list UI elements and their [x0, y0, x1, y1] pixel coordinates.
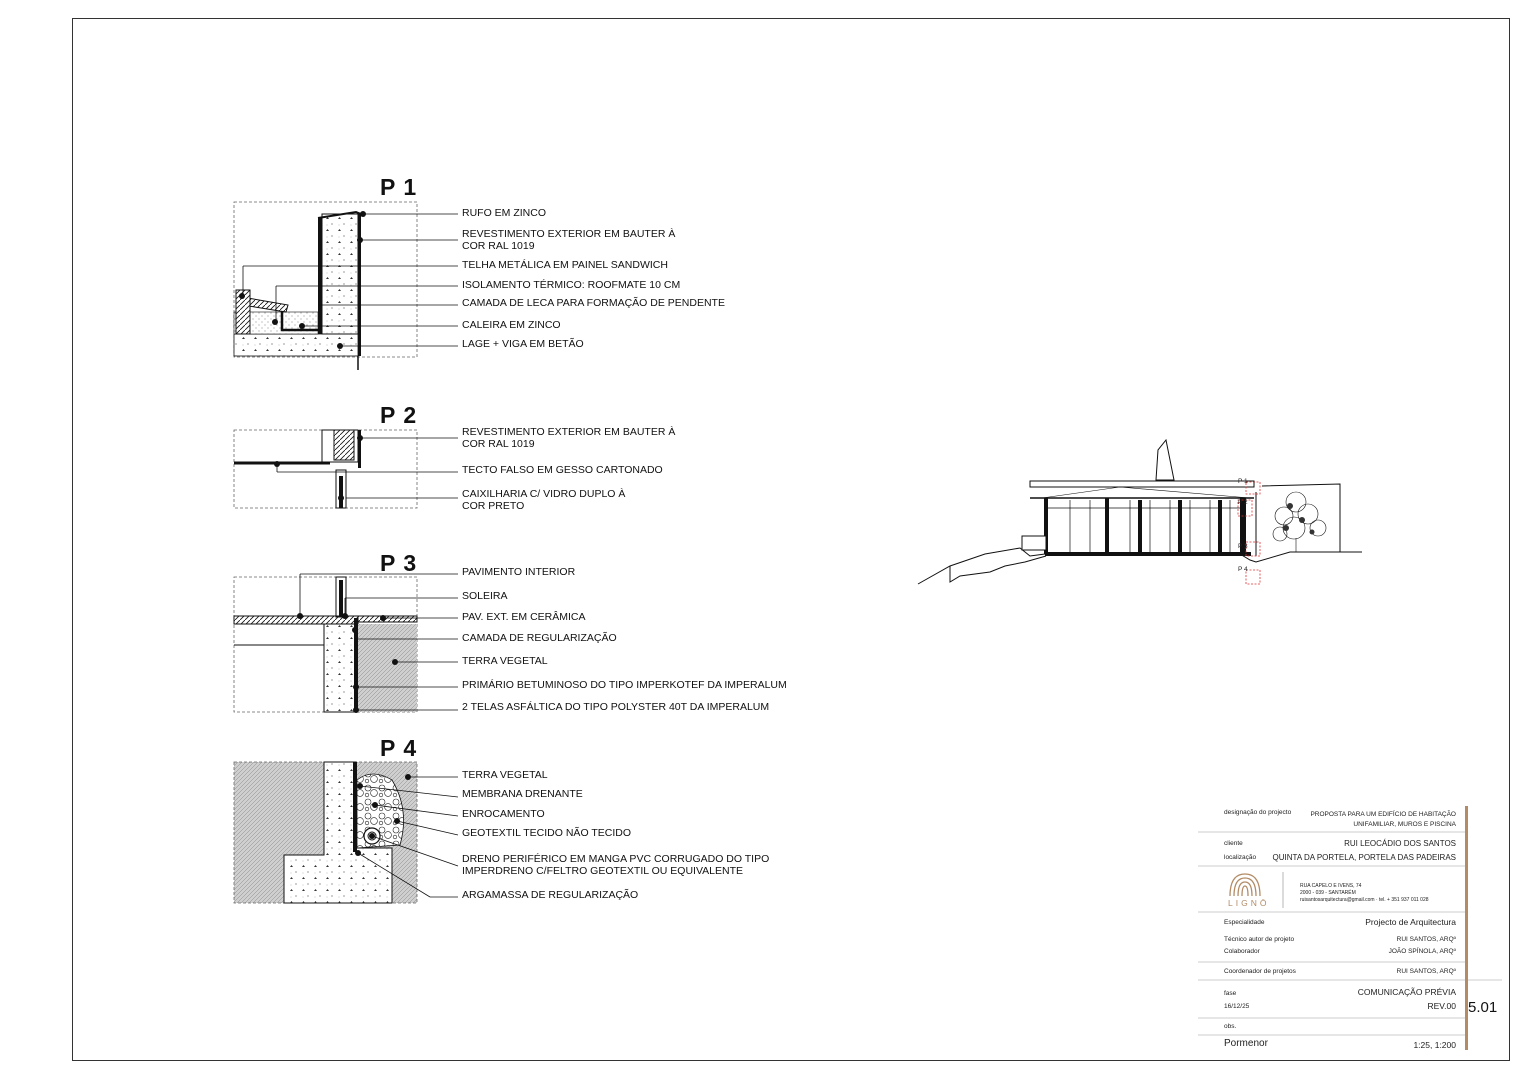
tb-project-value-1: PROPOSTA PARA UM EDIFÍCIO DE HABITAÇÃO — [1310, 811, 1456, 818]
tb-location-value: QUINTA DA PORTELA, PORTELA DAS PADEIRAS — [1272, 853, 1456, 862]
tb-date: 16/12/25 — [1224, 1003, 1250, 1010]
p4-label-geotextil: GEOTEXTIL TECIDO NÃO TECIDO — [462, 827, 631, 839]
tb-obs-label: obs. — [1224, 1023, 1237, 1030]
tb-location-label: localização — [1224, 854, 1257, 861]
tb-drawing-name: Pormenor — [1224, 1038, 1268, 1049]
p2-label-tecto: TECTO FALSO EM GESSO CARTONADO — [462, 464, 663, 476]
tb-project-value-2: UNIFAMILIAR, MUROS E PISCINA — [1353, 821, 1456, 828]
p2-label-caixilharia: CAIXILHARIA C/ VIDRO DUPLO À COR PRETO — [462, 488, 626, 512]
detail-p2-drawing — [234, 430, 458, 508]
section-tag-p2: P 2 — [1238, 499, 1248, 506]
tb-author-value: RUI SANTOS, ARQº — [1396, 936, 1456, 943]
detail-p1-title: P 1 — [380, 174, 418, 200]
p3-label-pavimento: PAVIMENTO INTERIOR — [462, 566, 576, 578]
tb-revision: REV.00 — [1427, 1001, 1456, 1011]
tb-collab-value: JOÃO SPÍNOLA, ARQº — [1388, 948, 1456, 955]
tb-client-label: cliente — [1224, 840, 1243, 847]
detail-p4-drawing — [234, 762, 458, 903]
p1-label-telha: TELHA METÁLICA EM PAINEL SANDWICH — [462, 259, 668, 271]
tb-specialty-label: Especialidade — [1224, 919, 1265, 926]
tb-scale: 1:25, 1:200 — [1413, 1040, 1456, 1050]
p1-label-isolamento: ISOLAMENTO TÉRMICO: ROOFMATE 10 CM — [462, 279, 681, 291]
p4-label-enrocamento: ENROCAMENTO — [462, 808, 545, 820]
tb-specialty-value: Projecto de Arquitectura — [1365, 917, 1456, 927]
building-section — [918, 440, 1362, 584]
detail-p2-title: P 2 — [380, 402, 418, 428]
tb-logo: LIGNŌ — [1228, 898, 1270, 908]
p4-label-dreno: DRENO PERIFÉRICO EM MANGA PVC CORRUGADO DO TIPO IMPERDRENO C/FELTRO GEOTEXTIL OU EQUIVALENTE — [462, 853, 770, 877]
section-tag-p4: P 4 — [1238, 566, 1248, 573]
tb-address-2: 2000 - 039 - SANTARÉM — [1300, 890, 1356, 896]
tb-author-label: Técnico autor de projeto — [1224, 936, 1295, 943]
section-tag-p3: P 3 — [1238, 543, 1248, 550]
p3-label-telas: 2 TELAS ASFÁLTICA DO TIPO POLYSTER 40T DA IMPERALUM — [462, 701, 770, 713]
tb-collab-label: Colaborador — [1224, 948, 1260, 955]
p1-label-lage: LAGE + VIGA EM BETÃO — [462, 338, 584, 350]
tb-phase-value: COMUNICAÇÃO PRÉVIA — [1357, 987, 1456, 997]
tb-phase-label: fase — [1224, 990, 1237, 997]
sheet-number: 5.01 — [1468, 999, 1498, 1016]
tb-address-1: RUA CAPELO E IVENS, 74 — [1300, 883, 1362, 889]
p3-label-terra: TERRA VEGETAL — [462, 655, 548, 667]
p1-label-revestimento: REVESTIMENTO EXTERIOR EM BAUTER À COR RAL 1019 — [462, 228, 676, 252]
p1-label-leca: CAMADA DE LECA PARA FORMAÇÃO DE PENDENTE — [462, 297, 725, 309]
tb-coord-label: Coordenador de projetos — [1224, 968, 1296, 975]
p4-label-terra: TERRA VEGETAL — [462, 769, 548, 781]
detail-p1-drawing — [234, 202, 458, 370]
detail-p3-title: P 3 — [380, 550, 418, 576]
tb-address-3: ruisantosarquitectura@gmail.com · tel. + 351 937 011 028 — [1300, 897, 1429, 903]
p3-label-primario: PRIMÁRIO BETUMINOSO DO TIPO IMPERKOTEF DA IMPERALUM — [462, 679, 787, 691]
tb-project-label: designação do projecto — [1224, 809, 1292, 816]
detail-p3-drawing — [234, 574, 458, 713]
p1-label-caleira: CALEIRA EM ZINCO — [462, 319, 561, 331]
tb-coord-value: RUI SANTOS, ARQº — [1396, 968, 1456, 975]
p3-label-regularizacao: CAMADA DE REGULARIZAÇÃO — [462, 632, 617, 644]
p3-label-soleira: SOLEIRA — [462, 590, 508, 602]
p2-label-revestimento: REVESTIMENTO EXTERIOR EM BAUTER À COR RAL 1019 — [462, 426, 676, 450]
tb-client-value: RUI LEOCÁDIO DOS SANTOS — [1344, 839, 1456, 848]
section-tag-p1: P 1 — [1238, 478, 1248, 485]
p4-label-argamassa: ARGAMASSA DE REGULARIZAÇÃO — [462, 889, 639, 901]
p1-label-rufo: RUFO EM ZINCO — [462, 207, 546, 219]
p3-label-pav-ext: PAV. EXT. EM CERÂMICA — [462, 611, 586, 623]
detail-p4-title: P 4 — [380, 735, 418, 761]
p4-label-membrana: MEMBRANA DRENANTE — [462, 788, 583, 800]
